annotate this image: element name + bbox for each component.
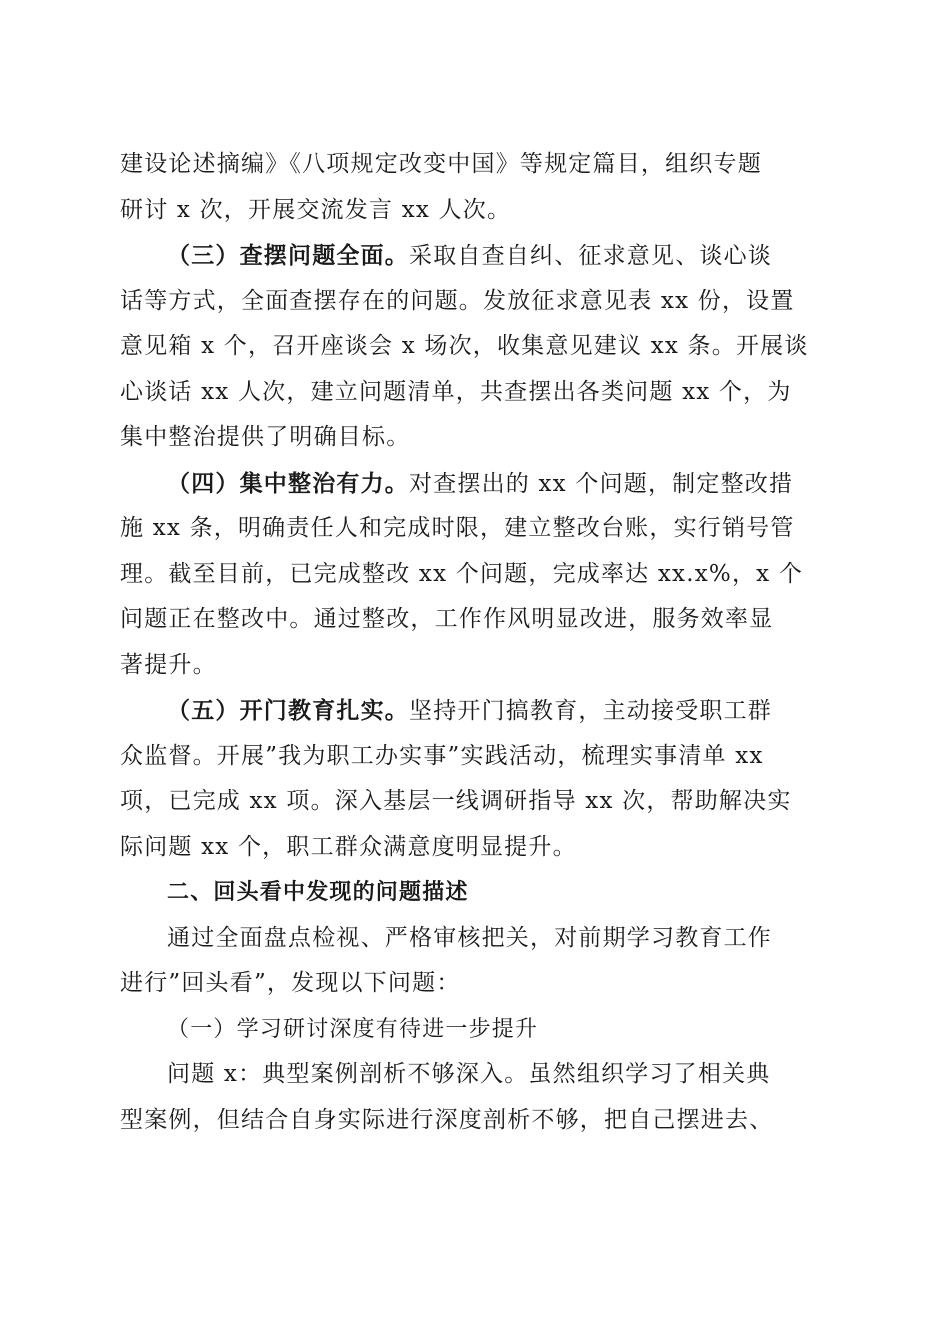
text-line: 众监督。开展”我为职工办实事”实践活动，梳理实事清单 xx — [120, 742, 764, 769]
text-line: 集中整治提供了明确目标。 — [120, 424, 411, 450]
section-5-text: 坚持开门搞教育，主动接受职工群 — [409, 698, 772, 724]
section-heading: 二、回头看中发现的问题描述 — [167, 880, 469, 905]
section-3-lead: （三）查摆问题全面。 — [167, 242, 409, 269]
text-line: 建设论述摘编》《八项规定改变中国》等规定篇目，组织专题 — [120, 151, 762, 177]
paragraph-section-4-line — [120, 461, 822, 507]
text-line: 施 xx 条，明确责任人和完成时限，建立整改台账，实行销号管 — [120, 515, 795, 541]
section-3-text: 采取自查自纠、征求意见、谈心谈 — [409, 243, 772, 269]
section-5-lead: （五）开门教育扎实。 — [167, 697, 409, 724]
text-line: 型案例，但结合自身实际进行深度剖析不够，把自己摆进去、 — [120, 1106, 774, 1133]
section-4-lead: （四）集中整治有力。 — [167, 469, 409, 497]
text-line: 问题正在整改中。通过整改，工作作风明显改进，服务效率显 — [120, 606, 774, 632]
text-line: 心谈话 xx 人次，建立问题清单，共查摆出各类问题 xx 个，为 — [120, 378, 792, 405]
subsection-heading: （一）学习研讨深度有待进一步提升 — [167, 1016, 539, 1042]
text-line: 意见箱 x 个，召开座谈会 x 场次，收集意见建议 xx 条。开展谈 — [120, 333, 809, 359]
paragraph-section-5-line — [120, 688, 822, 734]
text-line: 通过全面盘点检视、严格审核把关，对前期学习教育工作 — [167, 924, 772, 951]
section-4-text: 对查摆出的 xx 个问题，制定整改措 — [409, 470, 794, 497]
text-line: 项，已完成 xx 项。深入基层一线调研指导 xx 次，帮助解决实 — [120, 788, 792, 814]
text-line: 际问题 xx 个，职工群众满意度明显提升。 — [120, 833, 577, 860]
text-line: 理。截至目前，已完成整改 xx 个问题，完成率达 xx.x%，x 个 — [120, 560, 804, 587]
text-line: 进行”回头看”，发现以下问题： — [120, 970, 461, 996]
text-line: 著提升。 — [120, 651, 217, 678]
text-line: 话等方式，全面查摆存在的问题。发放征求意见表 xx 份，设置 — [120, 287, 795, 314]
document-page — [120, 142, 822, 1143]
text-line: 问题 x：典型案例剖析不够深入。虽然组织学习了相关典 — [167, 1061, 771, 1087]
text-line: 研讨 x 次，开展交流发言 xx 人次。 — [120, 196, 512, 223]
paragraph-section-3-line — [120, 233, 822, 279]
